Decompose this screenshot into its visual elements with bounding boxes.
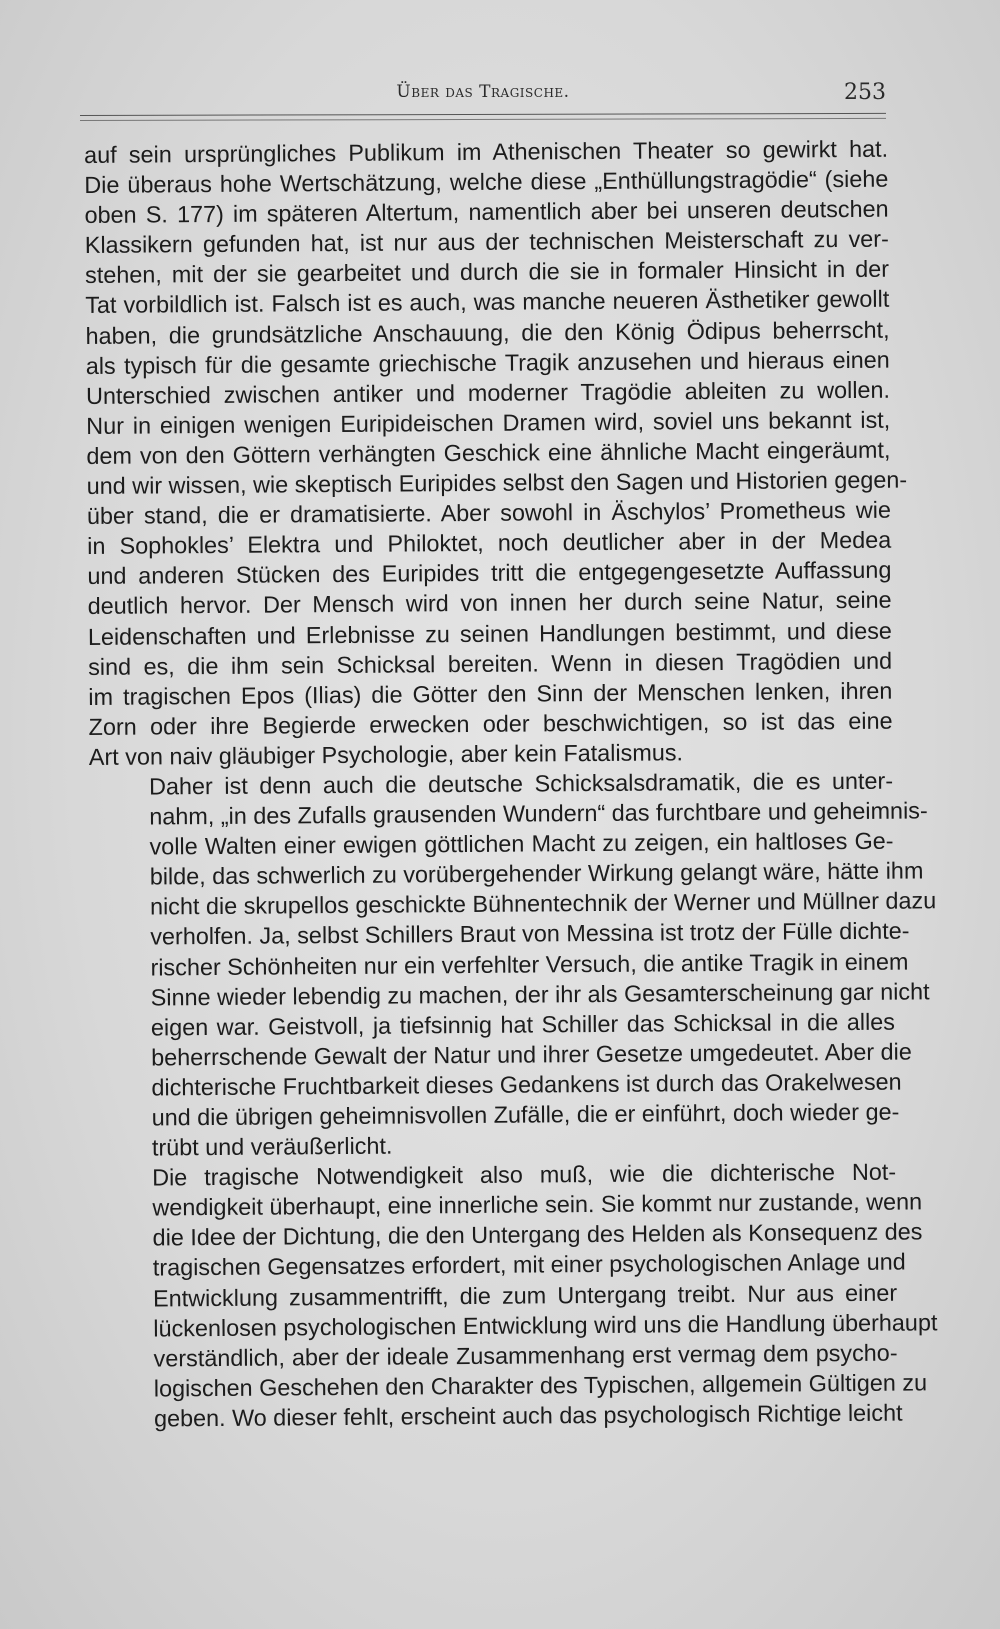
text-line: dem von den Göttern verhängten Geschick eine ähnliche Macht eingeräumt, (86, 436, 891, 469)
running-head-title: Über das Tragische. (396, 82, 570, 102)
text-line: und anderen Stücken des Euripides tritt die entgegengesetzte Auffassung (87, 556, 892, 590)
text-line: nicht die skrupellos geschickte Bühnentechnik der Werner und Müllner dazu (149, 887, 937, 920)
text-line: Die tragische Notwendigkeit also muß, wie die dichterische Not- (152, 1158, 897, 1191)
text-line: und die übrigen geheimnisvollen Zufälle, die er einführt, doch wieder ge- (151, 1098, 900, 1131)
text-line: volle Walten einer ewigen göttlichen Macht zu zeigen, ein haltloses Ge- (149, 827, 894, 860)
text-line: Art von naiv gläubiger Psychologie, aber kein Fatalismus. (88, 739, 684, 770)
paragraph (84, 134, 908, 772)
text-line: wendigkeit überhaupt, eine innerliche sein. Sie kommt nur zustande, wenn (152, 1188, 923, 1221)
text-line: verständlich, aber der ideale Zusammenhang erst vermag dem psycho- (153, 1339, 898, 1372)
text-line: lückenlosen psychologischen Entwicklung wird uns die Handlung überhaupt (153, 1308, 938, 1342)
text-line: bilde, das schwerlich zu vorübergehender Wirkung gelangt wäre, hätte ihm (149, 857, 924, 890)
body-text (84, 134, 938, 1434)
text-line: deutlich hervor. Der Mensch wird von innen her durch seine Natur, seine (87, 587, 892, 620)
text-line: Entwicklung zusammentrifft, die zum Untergang treibt. Nur aus einer (152, 1279, 898, 1312)
text-line: Leidenschaften und Erlebnisse zu seinen Handlungen bestimmt, und diese (87, 617, 892, 650)
text-line: auf sein ursprüngliches Publikum im Athenischen Theater so gewirkt hat. (84, 135, 889, 168)
text-line: geben. Wo dieser fehlt, erscheint auch das psychologisch Richtige leicht (153, 1399, 903, 1432)
paragraph (92, 1157, 938, 1434)
running-head (80, 80, 886, 110)
text-line: trübt und veräußerlicht. (151, 1132, 393, 1161)
text-line: im tragischen Epos (Ilias) die Götter den Sinn der Menschen lenken, ihren (88, 677, 893, 710)
text-line: Die überaus hohe Wertschätzung, welche diese „Enthüllungstragödie“ (siehe (84, 165, 889, 199)
text-line: eigen war. Geistvoll, ja tiefsinnig hat Schiller das Schicksal in die alles (150, 1008, 896, 1041)
text-line: haben, die grundsätzliche Anschauung, die den König Ödipus beherrscht, (85, 316, 890, 349)
text-line: Nur in einigen wenigen Euripideischen Dramen wird, soviel uns bekannt ist, (86, 406, 891, 439)
text-line: Daher ist denn auch die deutsche Schicksalsdramatik, die es unter- (148, 767, 894, 800)
text-line: sind es, die ihm sein Schicksal bereiten. Wenn in diesen Tragödien und (88, 647, 893, 680)
text-line: die Idee der Dichtung, die den Untergang des Helden als Konsequenz des (152, 1218, 923, 1251)
text-line: beherrschende Gewalt der Natur und ihrer Gesetze umgedeutet. Aber die (151, 1038, 912, 1071)
text-line: dichterische Fruchtbarkeit dieses Gedankens ist durch das Orakelwesen (151, 1068, 902, 1101)
page-number: 253 (844, 80, 886, 105)
text-line: Sinne wieder lebendig zu machen, der ihr als Gesamterscheinung gar nicht (150, 978, 930, 1011)
text-line: Klassikern gefunden hat, ist nur aus der technischen Meisterschaft zu ver- (84, 225, 889, 259)
header-rule (80, 113, 886, 116)
text-line: rischer Schönheiten nur ein verfehlter Versuch, die antike Tragik in einem (150, 948, 909, 981)
text-line: nahm, „in des Zufalls grausenden Wundern“ das furchtbare und geheimnis- (149, 797, 928, 830)
text-line: Unterschied zwischen antiker und moderner Tragödie ableiten zu wollen. (85, 376, 891, 409)
text-line: oben S. 177) im späteren Altertum, namentlich aber bei unseren deutschen (84, 195, 889, 229)
text-line: Zorn oder ihre Begierde erwecken oder beschwichtigen, so ist das eine (88, 707, 893, 740)
text-line: über stand, die er dramatisierte. Aber sowohl in Äschylos’ Prometheus wie (86, 496, 892, 530)
text-line: und wir wissen, wie skeptisch Euripides selbst den Sagen und Historien gegen- (86, 466, 908, 500)
paragraph (89, 766, 937, 1164)
header-rule-secondary (80, 118, 886, 121)
text-line: als typisch für die gesamte griechische Tragik anzusehen und hieraus einen (85, 346, 890, 379)
text-line: stehen, mit der sie gearbeitet und durch die sie in formaler Hinsicht in der (84, 256, 890, 289)
text-line: in Sophokles’ Elektra und Philoktet, noch deutlicher aber in der Medea (87, 526, 892, 560)
text-line: Tat vorbildlich ist. Falsch ist es auch, was manche neueren Ästhetiker gewollt (85, 286, 890, 319)
text-line: logischen Geschehen den Charakter des Typischen, allgemein Gültigen zu (153, 1369, 928, 1402)
text-line: tragischen Gegensatzes erfordert, mit einer psychologischen Anlage und (152, 1249, 906, 1281)
text-line: verholfen. Ja, selbst Schillers Braut von Messina ist trotz der Fülle dichte- (150, 917, 910, 950)
